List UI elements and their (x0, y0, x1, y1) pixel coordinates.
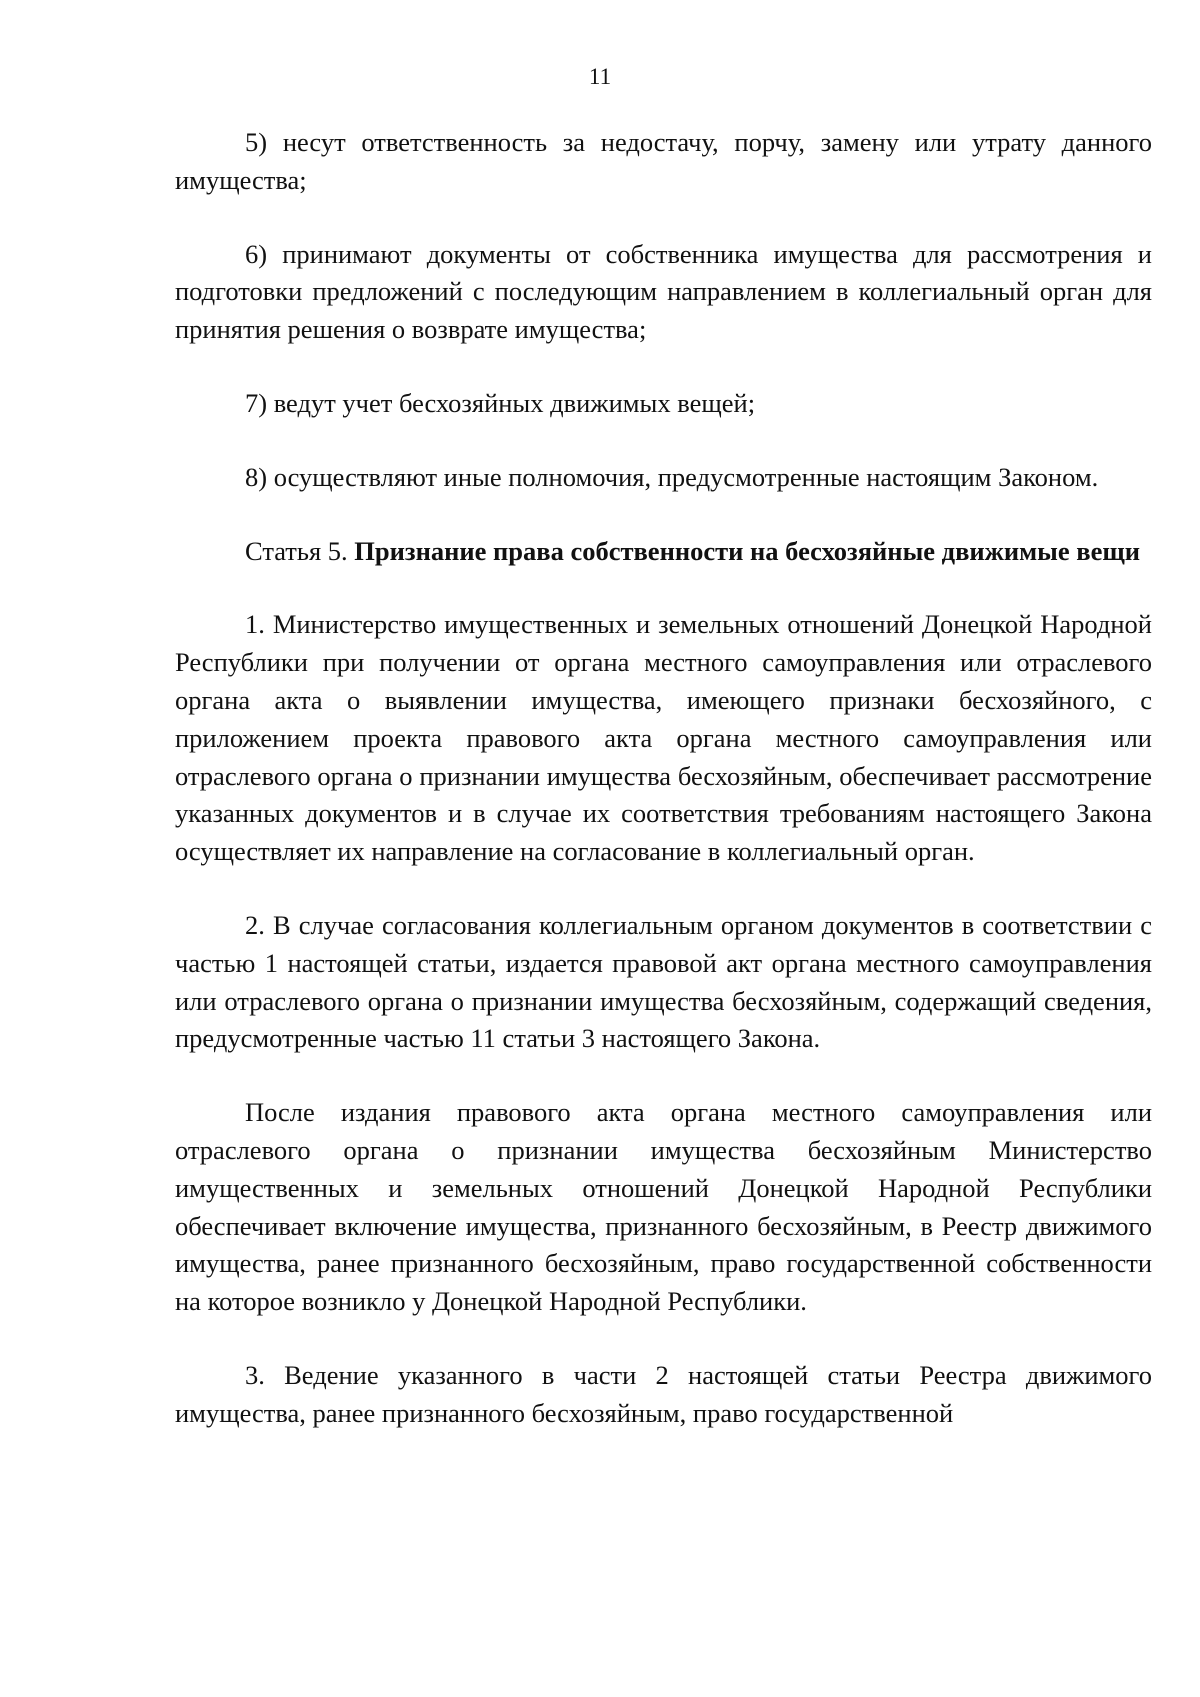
paragraph-gap (175, 871, 1152, 907)
article-paragraph-2-continued: После издания правового акта органа местного самоуправления или отраслевого органа о признании имущества бесхозяйным Министерство имущественных и земельных отношений Донецкой Народной Республики обеспечивает включение имущества, признанного бесхозяйным, в Реестр движимого имущества, ранее признанного бесхозяйным, право государственной собственности на которое возникло у Донецкой Народной Республики. (175, 1097, 1152, 1317)
paragraph-gap (175, 423, 1152, 459)
article-heading (175, 533, 1152, 571)
paragraph-gap (175, 1058, 1152, 1094)
paragraph-item-5: 5) несут ответственность за недостачу, порчу, замену или утрату данного имущества; (175, 127, 1152, 195)
paragraph-gap (175, 570, 1152, 606)
article-prefix: Статья 5. (245, 535, 355, 566)
article-paragraph-1: 1. Министерство имущественных и земельных отношений Донецкой Народной Республики при получении от органа местного самоуправления или отраслевого органа акта о выявлении имущества, имеющего признаки бесхозяйного, с приложением проекта правового акта органа местного самоуправления или отраслевого органа о признании имущества бесхозяйным, обеспечивает рассмотрение указанных документов и в случае их соответствия требованиям настоящего Закона осуществляет их направление на согласование в коллегиальный орган. (175, 609, 1152, 867)
paragraph-gap (175, 497, 1152, 533)
document-body (175, 124, 1152, 1433)
paragraph-item-6: 6) принимают документы от собственника имущества для рассмотрения и подготовки предложений с последующим направлением в коллегиальный орган для принятия решения о возврате имущества; (175, 238, 1152, 345)
paragraph-gap (175, 200, 1152, 236)
page-number: 11 (588, 64, 612, 89)
article-paragraph-3: 3. Ведение указанного в части 2 настоящей статьи Реестра движимого имущества, ранее признанного бесхозяйным, право государственной (175, 1359, 1152, 1428)
article-paragraph-2: 2. В случае согласования коллегиальным органом документов в соответствии с частью 1 настоящей статьи, издается правовой акт органа местного самоуправления или отраслевого органа о признании имущества бесхозяйным, содержащий сведения, предусмотренные частью 11 статьи 3 настоящего Закона. (175, 909, 1152, 1054)
paragraph-gap (175, 1321, 1152, 1357)
paragraph-item-7: 7) ведут учет бесхозяйных движимых вещей; (245, 387, 756, 418)
paragraph-gap (175, 349, 1152, 385)
paragraph-item-8: 8) осуществляют иные полномочия, предусмотренные настоящим Законом. (245, 461, 1099, 492)
article-title: Признание права собственности на бесхозяйные движимые вещи (354, 535, 1140, 566)
